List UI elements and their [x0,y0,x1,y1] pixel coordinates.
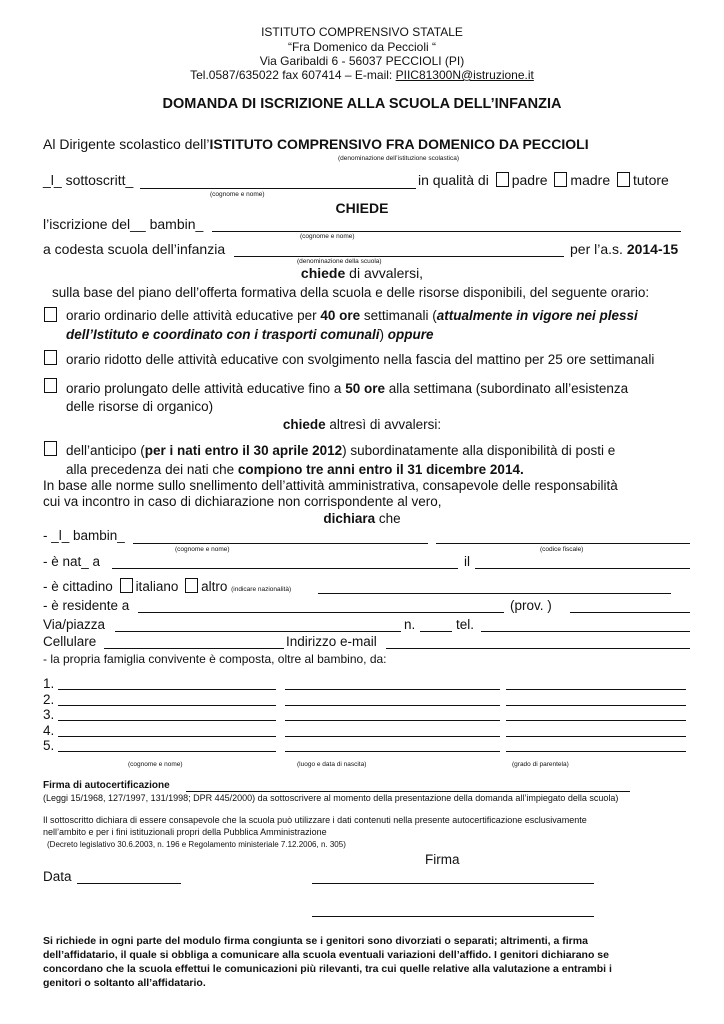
enrollment-caption: (cognome e nome) [300,233,355,240]
child-fullname-field[interactable] [133,543,428,544]
institute-name: ISTITUTO COMPRENSIVO FRA DOMENICO DA PECCIOLI [209,136,589,152]
footer-line4: genitori o soltanto all’affidatario. [43,977,206,989]
family-row-number: 2. [43,691,55,707]
school-year-prefix: per l’a.s. [570,241,627,257]
birthplace-field[interactable] [112,568,458,569]
applicant-label: _l_ sottoscritt_ [43,172,134,188]
dichiara-rest: che [375,511,401,526]
born-label: - è nat_ a [43,554,101,569]
opt4-bold2: compiono tre anni entro il 31 dicembre 2014. [237,462,524,477]
option-ordinary-line1 [66,308,638,323]
altresi-bold: chiede [282,417,326,432]
family-member-birth-field[interactable] [285,736,500,737]
italian-label: italiano [135,579,179,594]
option-extended-checkbox[interactable] [44,378,57,393]
firma-label: Firma [425,852,460,867]
date-field[interactable] [77,883,181,884]
child-taxcode-field[interactable] [436,543,690,544]
family-name-caption: (cognome e nome) [128,761,183,768]
form-title: DOMANDA DI ISCRIZIONE ALLA SCUOLA DELL’INFANZIA [162,96,562,112]
email-link[interactable]: PIIC81300N@istruzione.it [395,68,534,82]
opt1-a: orario ordinario delle attività educative per [66,308,321,323]
opt4-a: dell’anticipo ( [66,443,145,458]
family-row-number: 1. [43,676,55,691]
applicant-caption: (cognome e nome) [210,191,265,198]
opt4-c: ) subordinatamente alla disponibilità di posti e [342,443,616,458]
avvalersi-rest: di avvalersi, [345,265,424,281]
family-member-name-field[interactable] [58,736,276,737]
birthdate-field[interactable] [475,568,690,569]
privacy-line2: nell’ambito e per i fini istituzionali propri della Pubblica Amministrazione [43,827,327,837]
guardian-checkbox[interactable] [617,172,630,187]
street-field[interactable] [115,631,401,632]
footer-line3: concordano che la scuola effettui le comunicazioni più rilevanti, tra cui quelle relative alla valutazione a entrambi i [43,963,612,975]
opt4-bold: per i nati entro il 30 aprile 2012 [144,443,343,458]
other-nationality-checkbox[interactable] [185,578,198,593]
dichiara-bold: dichiara [323,511,376,526]
addressee [43,136,589,152]
school-label: a codesta scuola dell’infanzia [43,241,226,257]
family-member-name-field[interactable] [58,751,276,752]
family-member-birth-field[interactable] [285,751,500,752]
quality-label: in qualità di [418,172,489,188]
family-member-name-field[interactable] [58,689,276,690]
privacy-line1: Il sottoscritto dichiara di essere consapevole che la scuola può utilizzare i dati contenuti nella presente autocertificazione esclusivamente [43,815,587,825]
number-label: n. [404,617,416,632]
tel-label: tel. [456,617,475,632]
applicant-name-field[interactable] [140,188,416,189]
email-label: Indirizzo e-mail [286,634,377,649]
other-label: altro [201,579,228,594]
family-member-birth-field[interactable] [285,705,500,706]
dichiara-line [0,511,724,526]
child-tax-caption: (codice fiscale) [540,546,584,553]
child-name-field[interactable] [212,231,681,232]
family-member-birth-field[interactable] [285,720,500,721]
father-checkbox[interactable] [496,172,509,187]
email-field[interactable] [386,648,690,649]
option-early-line1 [66,443,615,458]
family-birth-caption: (luogo e data di nascita) [297,761,367,768]
self-cert-note: (Leggi 15/1968, 127/1997, 131/1998; DPR 445/2000) da sottoscrivere al momento della presentazione della domanda all’impiegato della scuola) [43,793,619,803]
options-intro: sulla base del piano dell’offerta formativa della scuola e delle risorse disponibili, del seguente orario: [52,285,650,300]
family-member-relation-field[interactable] [506,720,686,721]
chiede-altresi [0,417,724,432]
born-on-label: il [464,554,470,569]
legal-line2: cui va incontro in caso di dichiarazione non corrispondente al vero, [43,494,442,509]
addressee-prefix: Al Dirigente scolastico dell’ [43,136,210,152]
citizen-label: - è cittadino [43,579,113,594]
nationality-caption: (indicare nazionalità) [231,586,292,593]
citizen-row [43,578,291,594]
phone-field[interactable] [481,631,690,632]
mother-label: madre [570,172,611,188]
child-name-caption: (cognome e nome) [175,546,230,553]
date-label: Data [43,869,72,884]
nationality-field[interactable] [318,593,671,594]
school-address: Via Garibaldi 6 - 56037 PECCIOLI (PI) [259,54,465,68]
street-number-field[interactable] [420,631,452,632]
opt1-note: attualmente in vigore nei plessi [436,308,638,323]
opt3-a: orario prolungato delle attività educative fino a [66,381,346,396]
option-ordinary-line2 [66,327,434,342]
father-label: padre [511,172,548,188]
option-early-line2 [66,462,524,477]
self-cert-signature-field[interactable] [186,791,630,792]
option-reduced-text: orario ridotto delle attività educative con svolgimento nella fascia del mattino per 25 ore settimanali [66,352,655,367]
family-member-birth-field[interactable] [285,689,500,690]
footer-line2: dell’affidatario, il quale si obbliga a comunicare alla scuola eventuali variazioni dell’affido. I genitori dichiarano se [43,949,609,961]
province-field[interactable] [570,612,690,613]
self-cert-label: Firma di autocertificazione [43,780,170,791]
family-relation-caption: (grado di parentela) [512,761,569,768]
residence-field[interactable] [138,612,504,613]
school-caption: (denominazione della scuola) [297,258,382,265]
street-label: Via/piazza [43,617,106,632]
opt3-hours: 50 ore [345,381,385,396]
family-member-relation-field[interactable] [506,689,686,690]
option-early-checkbox[interactable] [44,441,57,456]
child-name-label: - _l_ bambin_ [43,528,125,543]
mother-checkbox[interactable] [554,172,567,187]
footer-line1: Si richiede in ogni parte del modulo firma congiunta se i genitori sono divorziati o separati; altrimenti, a firma [43,935,588,947]
family-row-number: 4. [43,722,55,738]
mobile-label: Cellulare [43,634,97,649]
privacy-line3: (Decreto legislativo 30.6.2003, n. 196 e Regolamento ministeriale 7.12.2006, n. 305) [47,840,346,849]
family-row-number: 5. [43,738,55,753]
school-heading: ISTITUTO COMPRENSIVO STATALE [261,25,463,39]
signature-field-1[interactable] [312,883,594,884]
italian-checkbox[interactable] [120,578,133,593]
family-member-relation-field[interactable] [506,751,686,752]
addressee-caption: (denominazione dell’istituzione scolastica) [338,155,460,162]
school-year [570,241,678,257]
opt1-oppure: oppure [387,327,434,342]
resident-label: - è residente a [43,598,130,613]
enrollment-label: l’iscrizione del__ bambin_ [43,216,204,232]
school-contacts [0,68,724,82]
family-label: - la propria famiglia convivente è composta, oltre al bambino, da: [43,652,387,666]
school-year-value: 2014-15 [626,241,679,257]
family-row-number: 3. [43,707,55,722]
option-ordinary-checkbox[interactable] [44,307,57,322]
family-member-relation-field[interactable] [506,736,686,737]
opt1-f: ) [379,327,388,342]
avvalersi-bold: chiede [300,265,346,281]
opt1-note2: dell’Istituto e coordinato con i trasporti comunali [66,327,380,342]
mobile-field[interactable] [104,648,284,649]
avvalersi-line [0,265,724,281]
chiede-heading: CHIEDE [335,200,389,216]
legal-line1: In base alle norme sullo snellimento dell’attività amministrativa, consapevole delle responsabilità [43,478,618,493]
option-reduced-checkbox[interactable] [44,350,57,365]
opt1-hours: 40 ore [320,308,361,323]
option-extended-line2: delle risorse di organico) [66,399,214,414]
parent-role [418,172,669,188]
family-member-name-field[interactable] [58,720,276,721]
opt3-c: alla settimana (subordinato all’esistenza [384,381,629,396]
opt1-c: settimanali ( [360,308,437,323]
signature-field-2[interactable] [312,916,594,917]
opt4-d: alla precedenza dei nati che [66,462,238,477]
school-name-field[interactable] [234,256,564,257]
guardian-label: tutore [633,172,669,188]
prov-label: (prov. ) [510,598,552,613]
family-member-relation-field[interactable] [506,705,686,706]
altresi-rest: altresì di avvalersi: [325,417,442,432]
family-member-name-field[interactable] [58,705,276,706]
option-extended-line1 [66,381,628,396]
school-name: “Fra Domenico da Peccioli “ [287,40,437,54]
contacts-text: Tel.0587/635022 fax 607414 – E-mail: [190,68,396,82]
